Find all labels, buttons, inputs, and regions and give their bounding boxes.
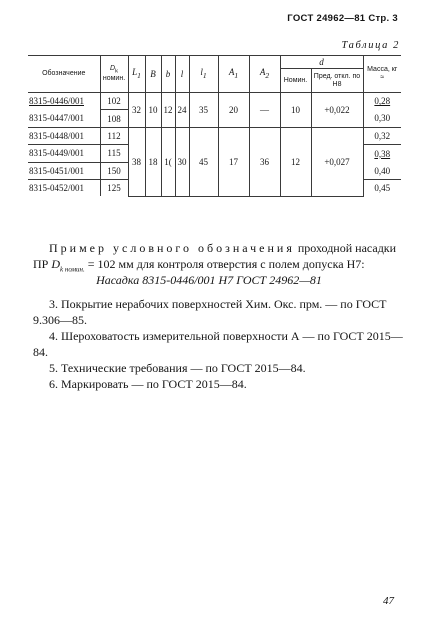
table-label: Таблица 2 <box>341 40 400 51</box>
col-l: l <box>175 56 189 93</box>
col-a1: $A_1$ <box>218 56 249 93</box>
example-title: Пример условного обозначения <box>49 241 295 255</box>
col-b-lower: b <box>161 56 175 93</box>
table-row: 8315-0448/001 112 38 18 1( 30 45 17 36 12 +0,027 0,32 <box>28 127 401 144</box>
item-3: 3. Покрытие нерабочих поверхностей Хим. Окс. прм. — по ГОСТ 9.306—85. <box>33 297 387 327</box>
col-d-group: d <box>280 56 363 69</box>
col-designation: Обозначение <box>28 56 100 93</box>
col-l1-lower: $l_1$ <box>189 56 218 93</box>
col-a2: $A_2$ <box>249 56 280 93</box>
page-number: 47 <box>383 595 394 607</box>
col-d-nom: Номин. <box>280 69 311 93</box>
item-4: 4. Шероховатость измерительной поверхности А — по ГОСТ 2015—84. <box>33 329 403 359</box>
table-row: 8315-0451/001 150 0,40 <box>28 162 401 179</box>
item-5: 5. Технические требования — по ГОСТ 2015—84. <box>49 361 306 375</box>
col-dk: $D_k$ номин. <box>100 56 128 93</box>
table-row: 8315-0449/001 115 0,38 <box>28 145 401 162</box>
example-formula: Насадка 8315-0446/001 Н7 ГОСТ 24962—81 <box>96 273 322 287</box>
table-row: 8315-0452/001 125 0,45 <box>28 179 401 196</box>
example-paragraph: Пример условного обозначения проходной насадки ПР $D_{k номин.} = 102$ мм для контроля отверстия с полем допуска Н7: <box>33 241 397 274</box>
item-6: 6. Маркировать — по ГОСТ 2015—84. <box>49 377 247 391</box>
spec-table <box>28 55 401 197</box>
col-mass: Масса, кг ≈ <box>363 56 401 93</box>
col-l1: $L_1$ <box>128 56 145 93</box>
table-row: 8315-0447/001 108 0,30 <box>28 110 401 127</box>
page-header: ГОСТ 24962—81 Стр. 3 <box>287 13 398 24</box>
col-d-dev: Пред. откл. по H8 <box>311 69 363 93</box>
table-row: 8315-0446/001 102 32 10 12 24 35 20 — 10 +0,022 0,28 <box>28 93 401 110</box>
col-b-upper: B <box>145 56 161 93</box>
